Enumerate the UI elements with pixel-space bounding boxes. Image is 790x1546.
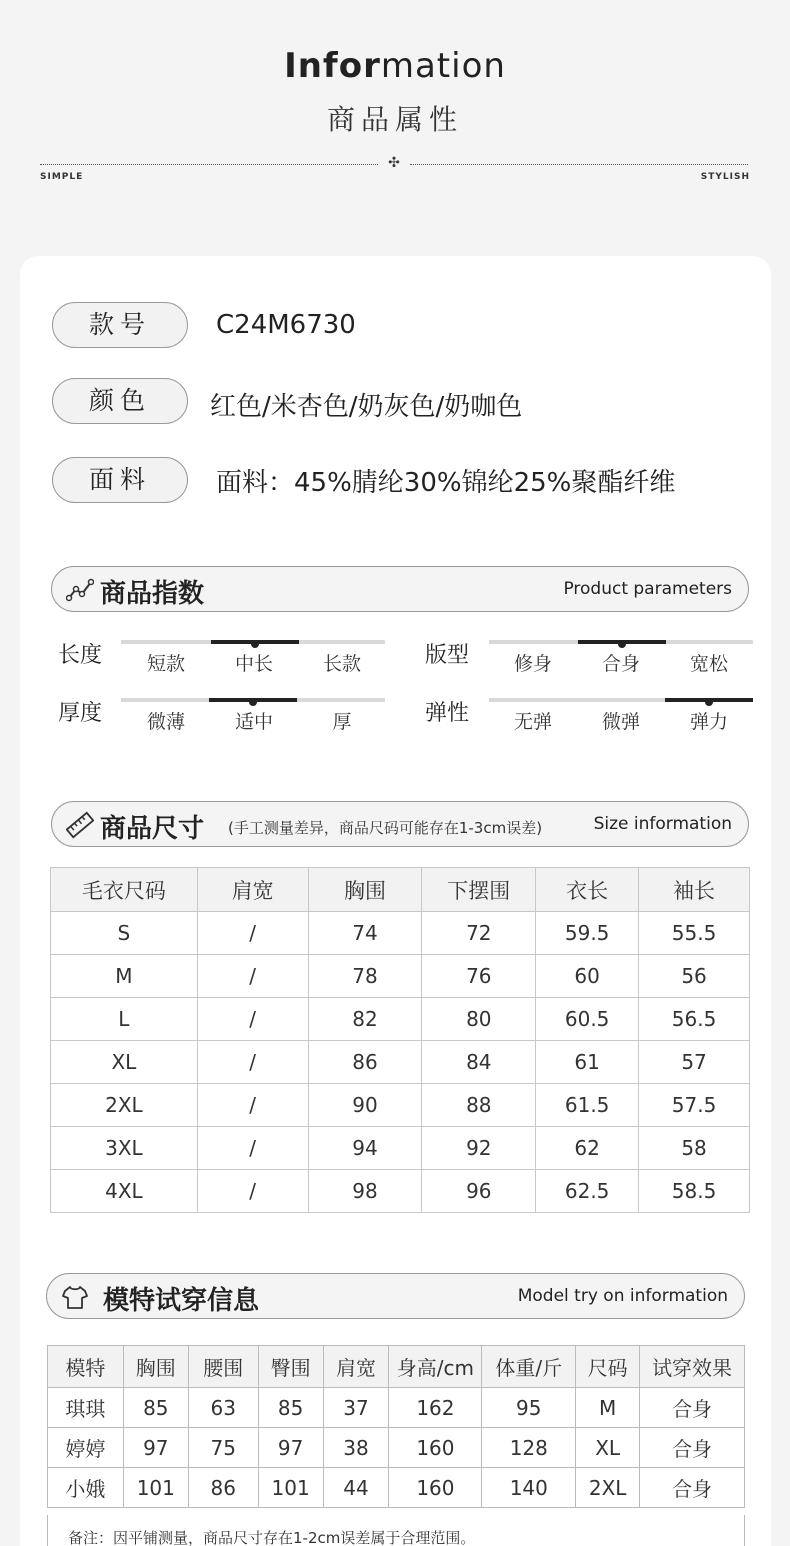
- param-length-opt-3: 长款: [322, 653, 361, 675]
- size-title-note: (手工测量差异，商品尺码可能存在1-3cm误差): [228, 819, 543, 837]
- table-cell: 78: [308, 955, 422, 998]
- table-cell: 88: [422, 1084, 536, 1127]
- table-cell: /: [197, 912, 308, 955]
- param-fit-marker: [618, 640, 626, 648]
- param-thickness-marker: [249, 698, 257, 706]
- table-cell: 75: [188, 1428, 258, 1468]
- table-cell: XL: [576, 1428, 640, 1468]
- model-table-header: [48, 1346, 745, 1388]
- table-cell: 162: [389, 1388, 482, 1428]
- table-cell: 合身: [640, 1388, 745, 1428]
- table-cell: 56.5: [639, 998, 750, 1041]
- table-cell: 101: [258, 1468, 323, 1508]
- attr-value-color: 红色/米杏色/奶灰色/奶咖色: [210, 392, 523, 422]
- table-cell: 98: [308, 1170, 422, 1213]
- size-title-cn: 商品尺寸: [100, 814, 205, 844]
- table-cell: 86: [308, 1041, 422, 1084]
- table-cell: 58.5: [639, 1170, 750, 1213]
- table-cell: /: [197, 1041, 308, 1084]
- table-row: [48, 1428, 745, 1468]
- size-header-cell: 下摆围: [422, 868, 536, 912]
- title-chinese: 商品属性: [326, 103, 463, 136]
- table-cell: 婷婷: [48, 1428, 124, 1468]
- table-cell: /: [197, 955, 308, 998]
- param-elasticity-opt-2: 微弹: [601, 711, 640, 733]
- size-table-header: [51, 868, 750, 912]
- table-cell: 74: [308, 912, 422, 955]
- params-title-cn: 商品指数: [100, 579, 205, 609]
- info-header: [0, 0, 790, 240]
- model-header-cell: 臀围: [258, 1346, 323, 1388]
- table-cell: 97: [258, 1428, 323, 1468]
- divider-left: [40, 164, 378, 165]
- divider-right: [410, 164, 748, 165]
- title-english: Information: [284, 46, 506, 86]
- size-header-cell: 胸围: [308, 868, 422, 912]
- table-cell: 97: [123, 1428, 188, 1468]
- param-fit-opt-3: 宽松: [689, 653, 728, 675]
- table-cell: 72: [422, 912, 536, 955]
- attr-value-fabric: 面料：45%腈纶30%锦纶25%聚酯纤维: [216, 468, 676, 498]
- size-header-cell: 毛衣尺码: [51, 868, 198, 912]
- table-cell: 38: [323, 1428, 389, 1468]
- table-cell: XL: [51, 1041, 198, 1084]
- table-cell: /: [197, 998, 308, 1041]
- param-length-marker: [251, 640, 259, 648]
- table-cell: 84: [422, 1041, 536, 1084]
- table-cell: 2XL: [51, 1084, 198, 1127]
- model-header-cell: 体重/斤: [482, 1346, 576, 1388]
- table-cell: 101: [123, 1468, 188, 1508]
- table-cell: /: [197, 1170, 308, 1213]
- param-fit-opt-2: 合身: [601, 653, 640, 675]
- table-cell: 琪琪: [48, 1388, 124, 1428]
- table-row: [51, 998, 750, 1041]
- table-cell: M: [576, 1388, 640, 1428]
- table-cell: 62: [536, 1127, 639, 1170]
- table-cell: 76: [422, 955, 536, 998]
- param-thickness-opt-3: 厚: [332, 711, 352, 733]
- param-thickness-opt-1: 微薄: [146, 711, 185, 733]
- table-cell: 82: [308, 998, 422, 1041]
- table-cell: 90: [308, 1084, 422, 1127]
- table-cell: 60: [536, 955, 639, 998]
- param-thickness-label: 厚度: [58, 701, 103, 726]
- param-elasticity-opt-1: 无弹: [513, 711, 552, 733]
- table-cell: 2XL: [576, 1468, 640, 1508]
- table-cell: 92: [422, 1127, 536, 1170]
- size-table: [50, 867, 750, 1213]
- table-row: [51, 1084, 750, 1127]
- table-row: [51, 955, 750, 998]
- param-length-label: 长度: [58, 643, 103, 668]
- model-header-cell: 试穿效果: [640, 1346, 745, 1388]
- table-cell: 61: [536, 1041, 639, 1084]
- tag-simple: SIMPLE: [40, 172, 84, 182]
- footnote: 备注：因平铺测量，商品尺寸存在1-2cm误差属于合理范围。: [47, 1515, 745, 1546]
- size-title-en: Size information: [593, 814, 732, 834]
- trend-line-icon: [66, 576, 94, 604]
- model-header-cell: 腰围: [188, 1346, 258, 1388]
- params-section-bar: [51, 566, 749, 612]
- table-cell: 95: [482, 1388, 576, 1428]
- table-row: [51, 1041, 750, 1084]
- model-header-cell: 尺码: [576, 1346, 640, 1388]
- table-cell: 96: [422, 1170, 536, 1213]
- table-cell: 62.5: [536, 1170, 639, 1213]
- table-cell: S: [51, 912, 198, 955]
- size-header-cell: 袖长: [639, 868, 750, 912]
- ruler-icon: [66, 811, 94, 839]
- table-row: [48, 1468, 745, 1508]
- table-cell: 58: [639, 1127, 750, 1170]
- table-cell: 160: [389, 1468, 482, 1508]
- model-header-cell: 胸围: [123, 1346, 188, 1388]
- attr-label-fabric: 面料: [52, 457, 188, 503]
- table-cell: 合身: [640, 1468, 745, 1508]
- table-cell: /: [197, 1084, 308, 1127]
- table-cell: 37: [323, 1388, 389, 1428]
- table-cell: 59.5: [536, 912, 639, 955]
- table-cell: 85: [123, 1388, 188, 1428]
- model-header-cell: 肩宽: [323, 1346, 389, 1388]
- param-fit-label: 版型: [425, 643, 470, 668]
- table-cell: 80: [422, 998, 536, 1041]
- table-cell: 44: [323, 1468, 389, 1508]
- size-section-bar: [51, 801, 749, 847]
- table-cell: 55.5: [639, 912, 750, 955]
- table-row: [51, 1127, 750, 1170]
- tag-stylish: STYLISH: [700, 172, 750, 182]
- table-cell: L: [51, 998, 198, 1041]
- param-elasticity-label: 弹性: [425, 701, 470, 726]
- table-cell: 86: [188, 1468, 258, 1508]
- table-cell: M: [51, 955, 198, 998]
- model-section-bar: [46, 1273, 745, 1319]
- table-cell: 57: [639, 1041, 750, 1084]
- table-cell: 合身: [640, 1428, 745, 1468]
- table-cell: 85: [258, 1388, 323, 1428]
- table-cell: 128: [482, 1428, 576, 1468]
- table-cell: 160: [389, 1428, 482, 1468]
- param-thickness-opt-2: 适中: [234, 711, 273, 733]
- param-length-opt-2: 中长: [234, 653, 273, 675]
- table-cell: 4XL: [51, 1170, 198, 1213]
- param-elasticity-marker: [705, 698, 713, 706]
- model-header-cell: 身高/cm: [389, 1346, 482, 1388]
- model-table: [47, 1345, 745, 1508]
- size-header-cell: 肩宽: [197, 868, 308, 912]
- table-cell: 63: [188, 1388, 258, 1428]
- model-title-en: Model try on information: [517, 1286, 728, 1306]
- table-cell: 3XL: [51, 1127, 198, 1170]
- size-header-cell: 衣长: [536, 868, 639, 912]
- params-title-en: Product parameters: [563, 579, 732, 599]
- table-cell: 56: [639, 955, 750, 998]
- table-cell: 小娥: [48, 1468, 124, 1508]
- t-shirt-icon: [61, 1283, 89, 1311]
- table-cell: 60.5: [536, 998, 639, 1041]
- table-cell: 57.5: [639, 1084, 750, 1127]
- cross-ornament-icon: ✣: [388, 155, 400, 171]
- table-row: [51, 912, 750, 955]
- param-fit-opt-1: 修身: [513, 653, 552, 675]
- attr-label-color: 颜色: [52, 378, 188, 424]
- table-cell: 61.5: [536, 1084, 639, 1127]
- model-title-cn: 模特试穿信息: [103, 1286, 260, 1316]
- param-length-opt-1: 短款: [146, 653, 185, 675]
- param-elasticity-opt-3: 弹力: [689, 711, 728, 733]
- table-row: [51, 1170, 750, 1213]
- table-cell: 94: [308, 1127, 422, 1170]
- model-header-cell: 模特: [48, 1346, 124, 1388]
- attr-value-style-no: C24M6730: [216, 310, 356, 340]
- table-cell: 140: [482, 1468, 576, 1508]
- table-row: [48, 1388, 745, 1428]
- table-cell: /: [197, 1127, 308, 1170]
- attr-label-style-no: 款号: [52, 302, 188, 348]
